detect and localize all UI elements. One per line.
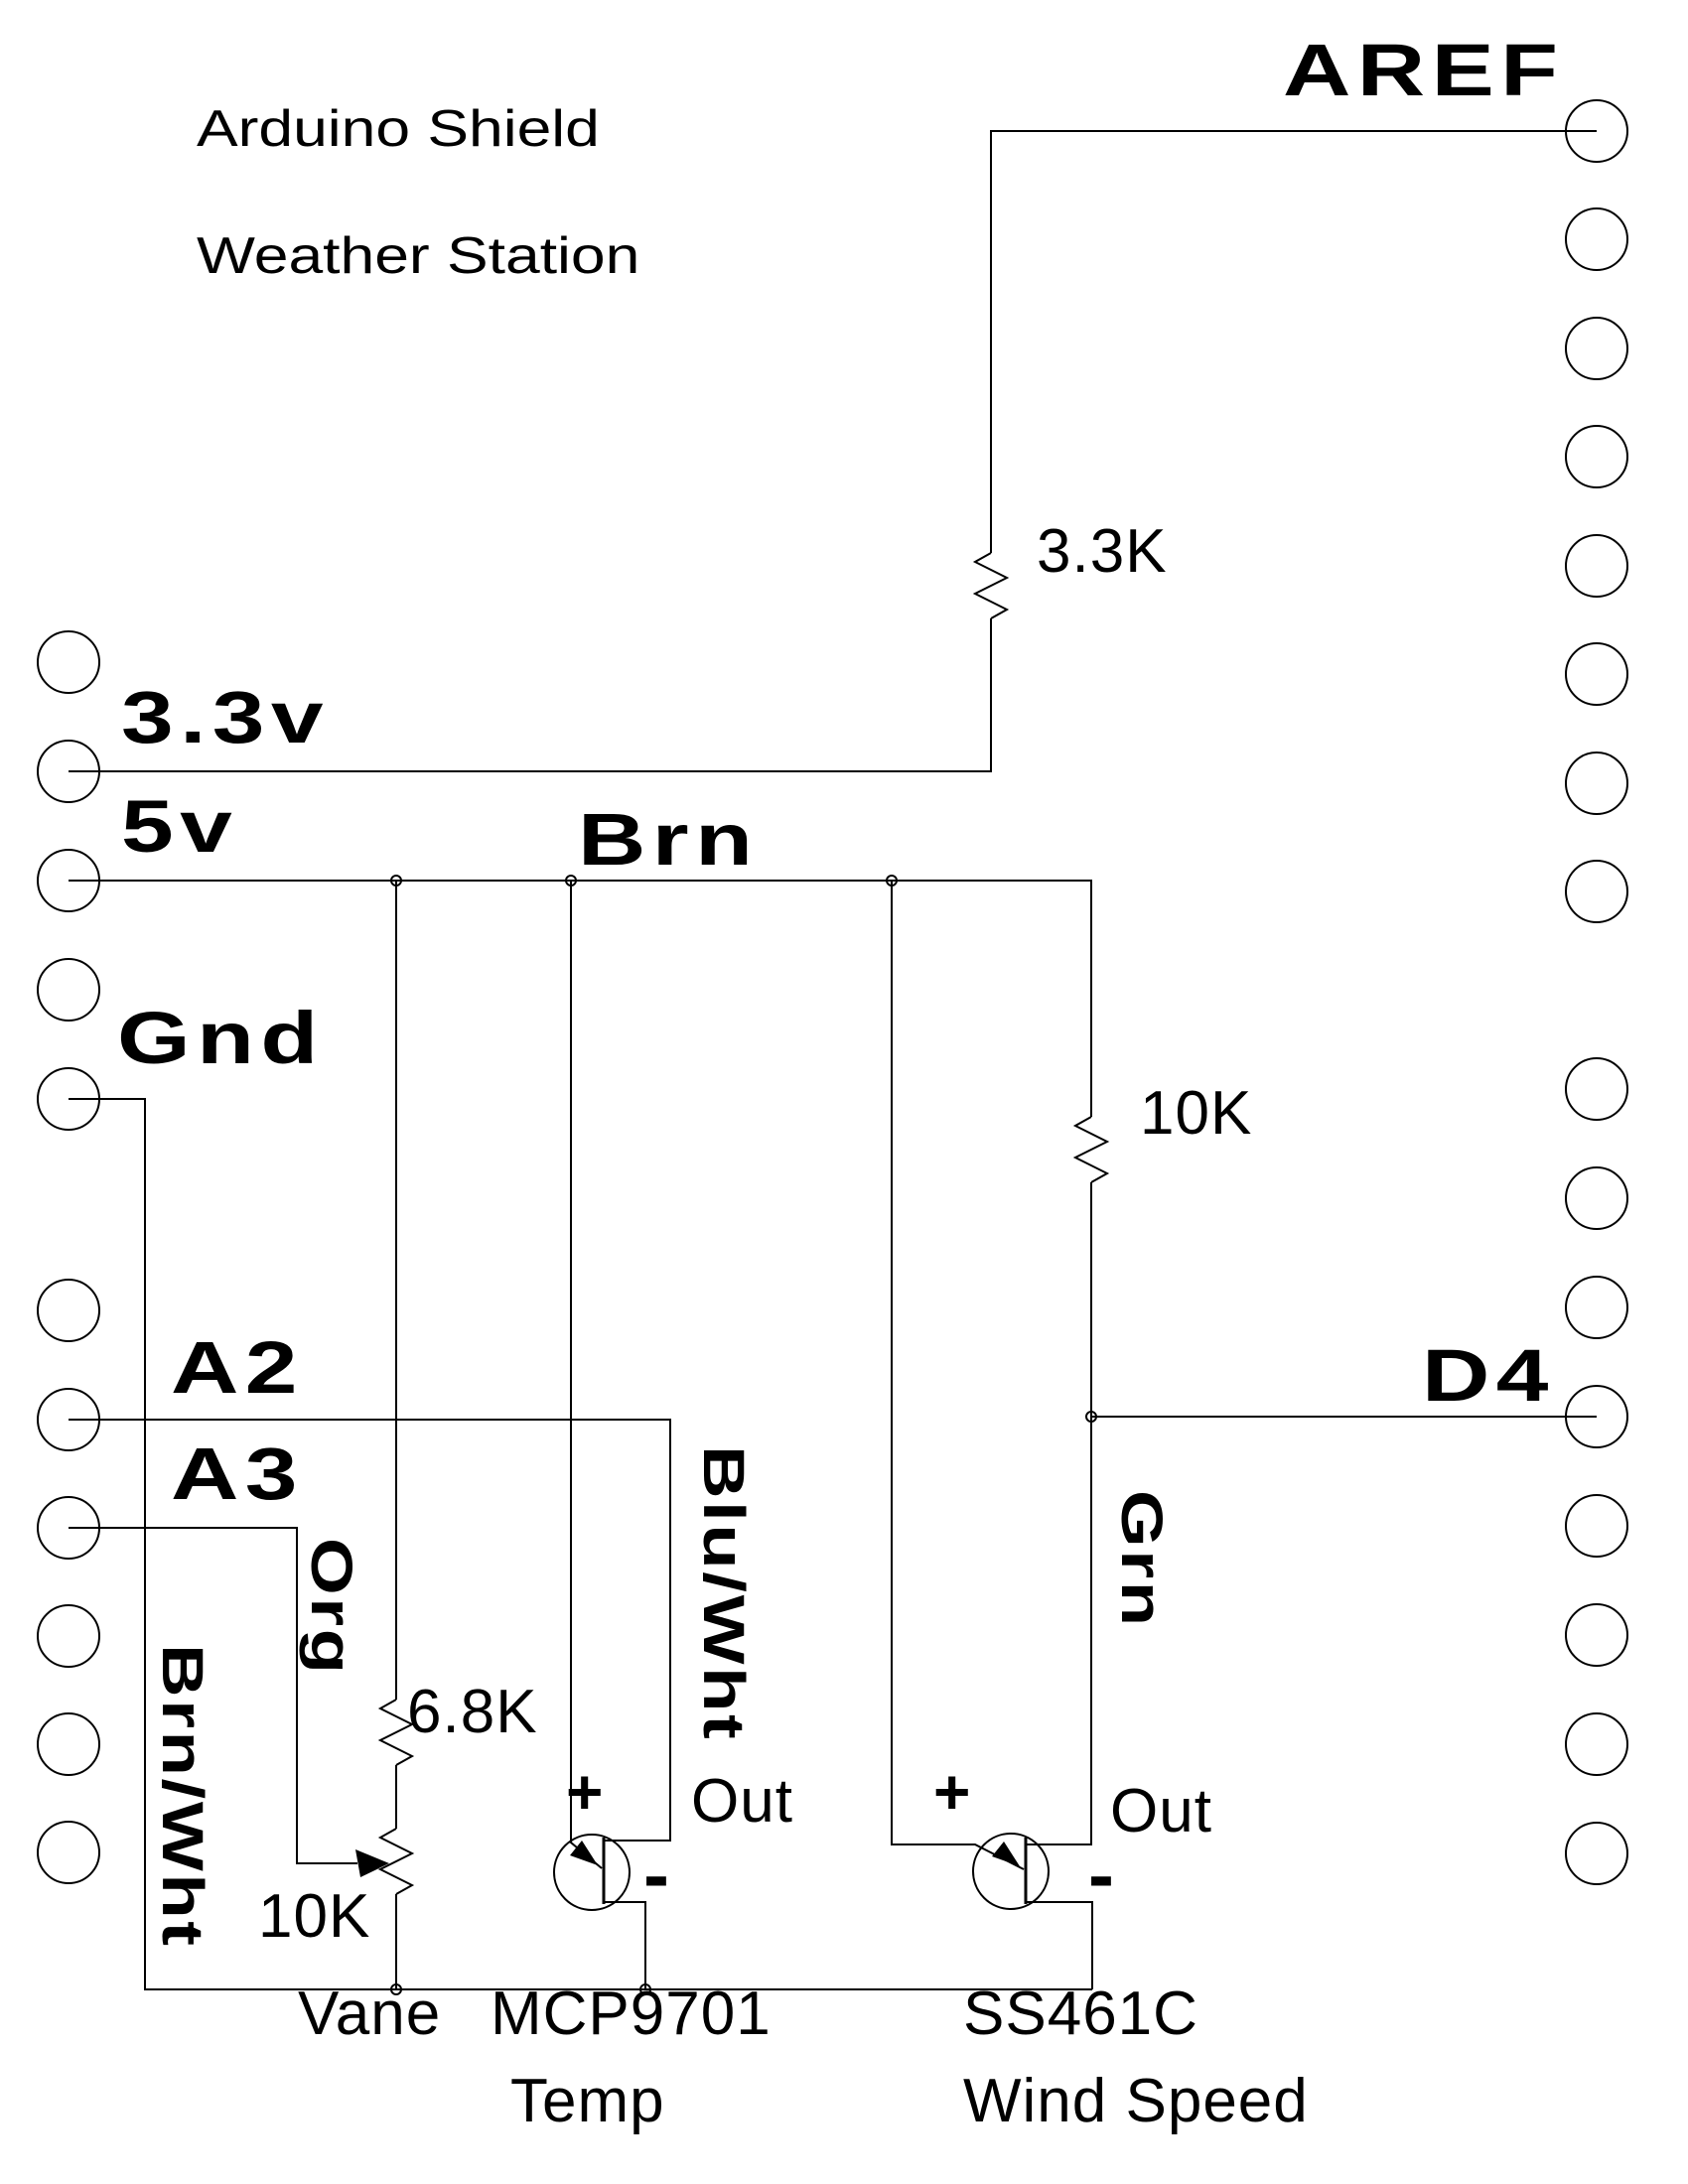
pot-wiper-arrow (355, 1849, 389, 1877)
wire-label-org: Org (299, 1538, 363, 1677)
pin-hole (1566, 1495, 1627, 1557)
left-header-pins (38, 631, 99, 1883)
wind-minus-label: - (1088, 1831, 1114, 1918)
pin-hole (1566, 1713, 1627, 1775)
temp-function-label: Temp (510, 2067, 665, 2135)
pin-hole (1566, 1167, 1627, 1229)
pin-hole (1566, 1823, 1627, 1884)
wire-label-brn: Brn (578, 798, 760, 881)
potentiometer-symbol (380, 1829, 412, 1894)
wind-plus-label: + (933, 1756, 971, 1828)
pin-hole (38, 1713, 99, 1775)
resistor-value-10k: 10K (1140, 1079, 1253, 1148)
pin-label-aref: AREF (1283, 29, 1565, 111)
wire-resistor-to-aref (991, 131, 1597, 553)
pin-hole (1566, 861, 1627, 922)
pin-hole (38, 1280, 99, 1341)
wire-label-grn: Grn (1109, 1490, 1174, 1629)
resistor-10k-symbol (1075, 1117, 1107, 1182)
temp-part-label: MCP9701 (491, 1979, 772, 2048)
wire-wind-minus (1026, 1902, 1092, 1989)
resistor-3k3-symbol (975, 553, 1007, 618)
temp-out-label: Out (691, 1767, 793, 1836)
pin-label-gnd: Gnd (117, 997, 325, 1079)
pin-hole (1566, 752, 1627, 814)
wind-emitter-arrow (992, 1842, 1020, 1866)
wire-wind-out (1026, 1417, 1091, 1844)
resistor-value-pot-10k: 10K (258, 1882, 371, 1951)
resistor-value-6k8: 6.8K (407, 1678, 538, 1746)
pin-hole (1566, 1277, 1627, 1338)
vane-label: Vane (298, 1979, 442, 2048)
pin-hole (1566, 426, 1627, 487)
wind-sensor-body (973, 1834, 1049, 1909)
wire-label-blu-wht: Blu/Wht (691, 1445, 756, 1742)
pin-label-a2: A2 (171, 1326, 304, 1409)
pin-hole (1566, 208, 1627, 270)
wind-function-label: Wind Speed (963, 2067, 1309, 2135)
pin-hole (1566, 318, 1627, 379)
wind-out-label: Out (1110, 1777, 1212, 1845)
pin-hole (38, 1605, 99, 1667)
right-header-pins (1566, 100, 1627, 1884)
wire-5v-to-wind-plus (892, 881, 1024, 1869)
resistor-value-3k3: 3.3K (1037, 517, 1168, 586)
wire-5v-to-temp-plus (571, 881, 602, 1868)
temp-minus-label: - (643, 1831, 669, 1918)
pin-hole (38, 959, 99, 1021)
wind-part-label: SS461C (963, 1979, 1198, 2048)
wire-label-brn-wht: Brn/Wht (150, 1644, 214, 1949)
title-line2: Weather Station (197, 227, 640, 285)
pin-label-a3: A3 (171, 1433, 304, 1515)
pin-label-5v: 5v (121, 785, 239, 868)
title-line1: Arduino Shield (197, 100, 600, 158)
temp-sensor-body (554, 1835, 630, 1910)
pin-hole (1566, 1604, 1627, 1666)
pin-hole (38, 1822, 99, 1883)
pin-hole (1566, 643, 1627, 705)
temp-plus-label: + (566, 1756, 604, 1828)
pin-hole (38, 631, 99, 693)
pin-label-d4: D4 (1422, 1334, 1555, 1417)
pin-label-3v3: 3.3v (121, 676, 330, 758)
wire-temp-minus (604, 1902, 645, 1989)
pin-hole (1566, 535, 1627, 597)
pin-hole (1566, 1058, 1627, 1120)
